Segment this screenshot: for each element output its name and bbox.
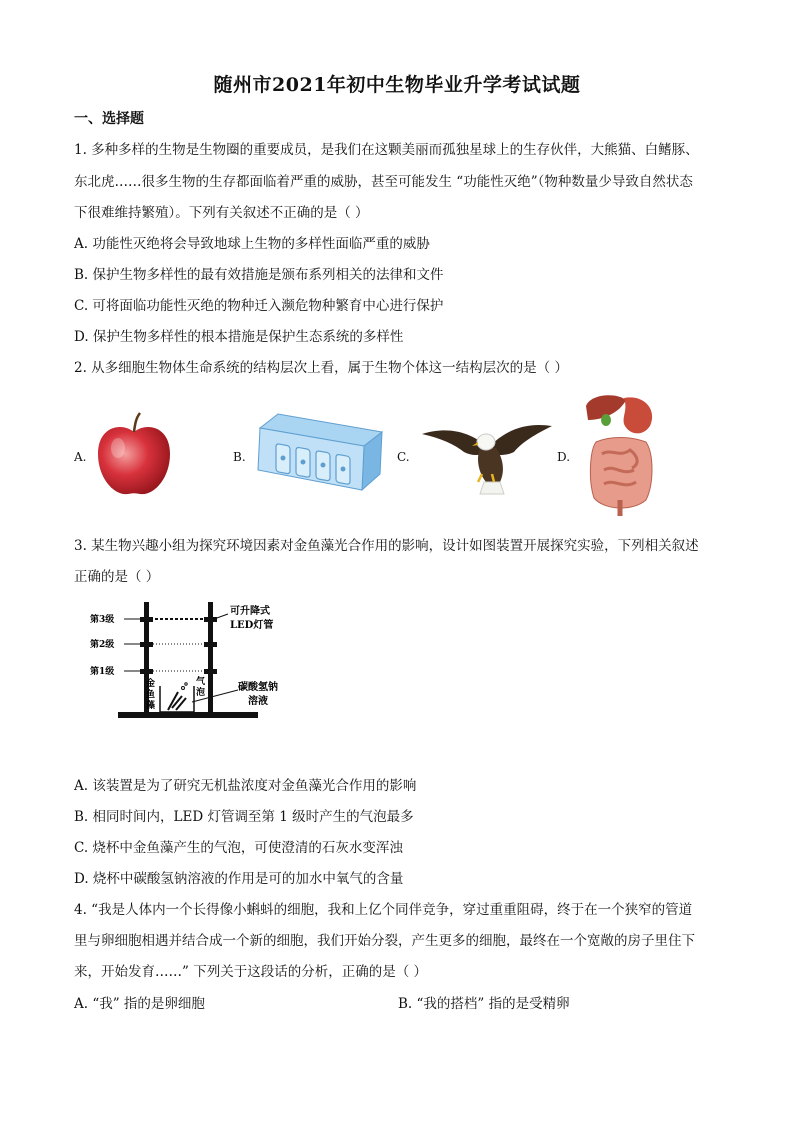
q2-label-d: D. [557,450,571,464]
plant-label-3: 藻 [146,701,156,711]
q1-stem-line-2: 东北虎……很多生物的生存都面临着严重的威胁，甚至可能发生 “功能性灭绝”（物种数量少导致自然状态 [74,174,693,190]
solution-label-2: 溶液 [248,696,268,707]
apparatus-base [118,712,258,718]
apple-image [92,410,176,500]
eagle-image [420,412,554,496]
q3-stem-line-2: 正确的是（ ） [74,569,160,585]
lamp-label-line-2: LED灯管 [230,620,274,631]
q1-option-c: C. 可将面临功能性灭绝的物种迁入濒危物种繁育中心进行保护 [74,298,444,314]
q3-option-d: D. 烧杯中碳酸氢钠溶液的作用是可的加水中氧气的含量 [74,871,404,887]
q3-stem-line-1: 3. 某生物兴趣小组为探究环境因素对金鱼藻光合作用的影响，设计如图装置开展探究实验，下列相关叙述 [74,538,699,554]
q1-option-d: D. 保护生物多样性的根本措施是保护生态系统的多样性 [74,329,404,345]
q2-label-b: B. [233,450,246,464]
page-title: 随州市2021年初中生物毕业升学考试试题 [213,74,581,96]
q4-stem-line-3: 来，开始发育……” 下列关于这段话的分析，正确的是（ ） [74,964,427,980]
q4-option-b: B. “我的搭档” 指的是受精卵 [398,996,570,1012]
bubble-label-2: 泡 [196,688,206,698]
plant-label-2: 鱼 [146,690,156,700]
q1-stem-line-1: 1. 多种多样的生物是生物圈的重要成员，是我们在这颗美丽而孤独星球上的生存伙伴，大熊猫、白鳍豚、 [74,142,699,158]
q4-stem-line-2: 里与卵细胞相遇并结合成一个新的细胞，我们开始分裂，产生更多的细胞，最终在一个宽敞的房子里住下 [74,933,695,949]
digestive-system-image [580,390,664,518]
q4-option-a: A. “我” 指的是卵细胞 [74,996,205,1012]
q3-option-c: C. 烧杯中金鱼藻产生的气泡，可使澄清的石灰水变浑浊 [74,840,403,856]
q1-stem-line-3: 下很难维持繁殖）。下列有关叙述不正确的是（ ） [74,205,369,221]
q2-stem: 2. 从多细胞生物体生命系统的结构层次上看，属于生物个体这一结构层次的是（ ） [74,360,568,376]
level-3-label: 第3级 [90,615,115,625]
q4-stem-line-1: 4. “我是人体内一个长得像小蝌蚪的细胞，我和上亿个同伴竞争，穿过重重阻碍，终于在一个狭窄的管道 [74,902,693,918]
q3-option-a: A. 该装置是为了研究无机盐浓度对金鱼藻光合作用的影响 [74,778,417,794]
bubble-label-1: 气 [196,677,206,687]
q2-label-c: C. [397,450,410,464]
q3-option-b: B. 相同时间内，LED 灯管调至第 1 级时产生的气泡最多 [74,809,414,825]
q2-label-a: A. [74,450,87,464]
lamp-label-line-1: 可升降式 [230,606,270,617]
section-heading: 一、选择题 [74,111,144,127]
tissue-image [256,410,384,492]
q1-option-a: A. 功能性灭绝将会导致地球上生物的多样性面临严重的威胁 [74,236,430,252]
solution-label-1: 碳酸氢钠 [238,682,278,693]
photosynthesis-apparatus-diagram [88,600,288,726]
hornwort-plant [168,692,186,710]
level-1-label: 第1级 [90,667,115,677]
level-2-label: 第2级 [90,640,115,650]
q1-option-b: B. 保护生物多样性的最有效措施是颁布系列相关的法律和文件 [74,267,444,283]
plant-label-1: 金 [146,679,156,689]
